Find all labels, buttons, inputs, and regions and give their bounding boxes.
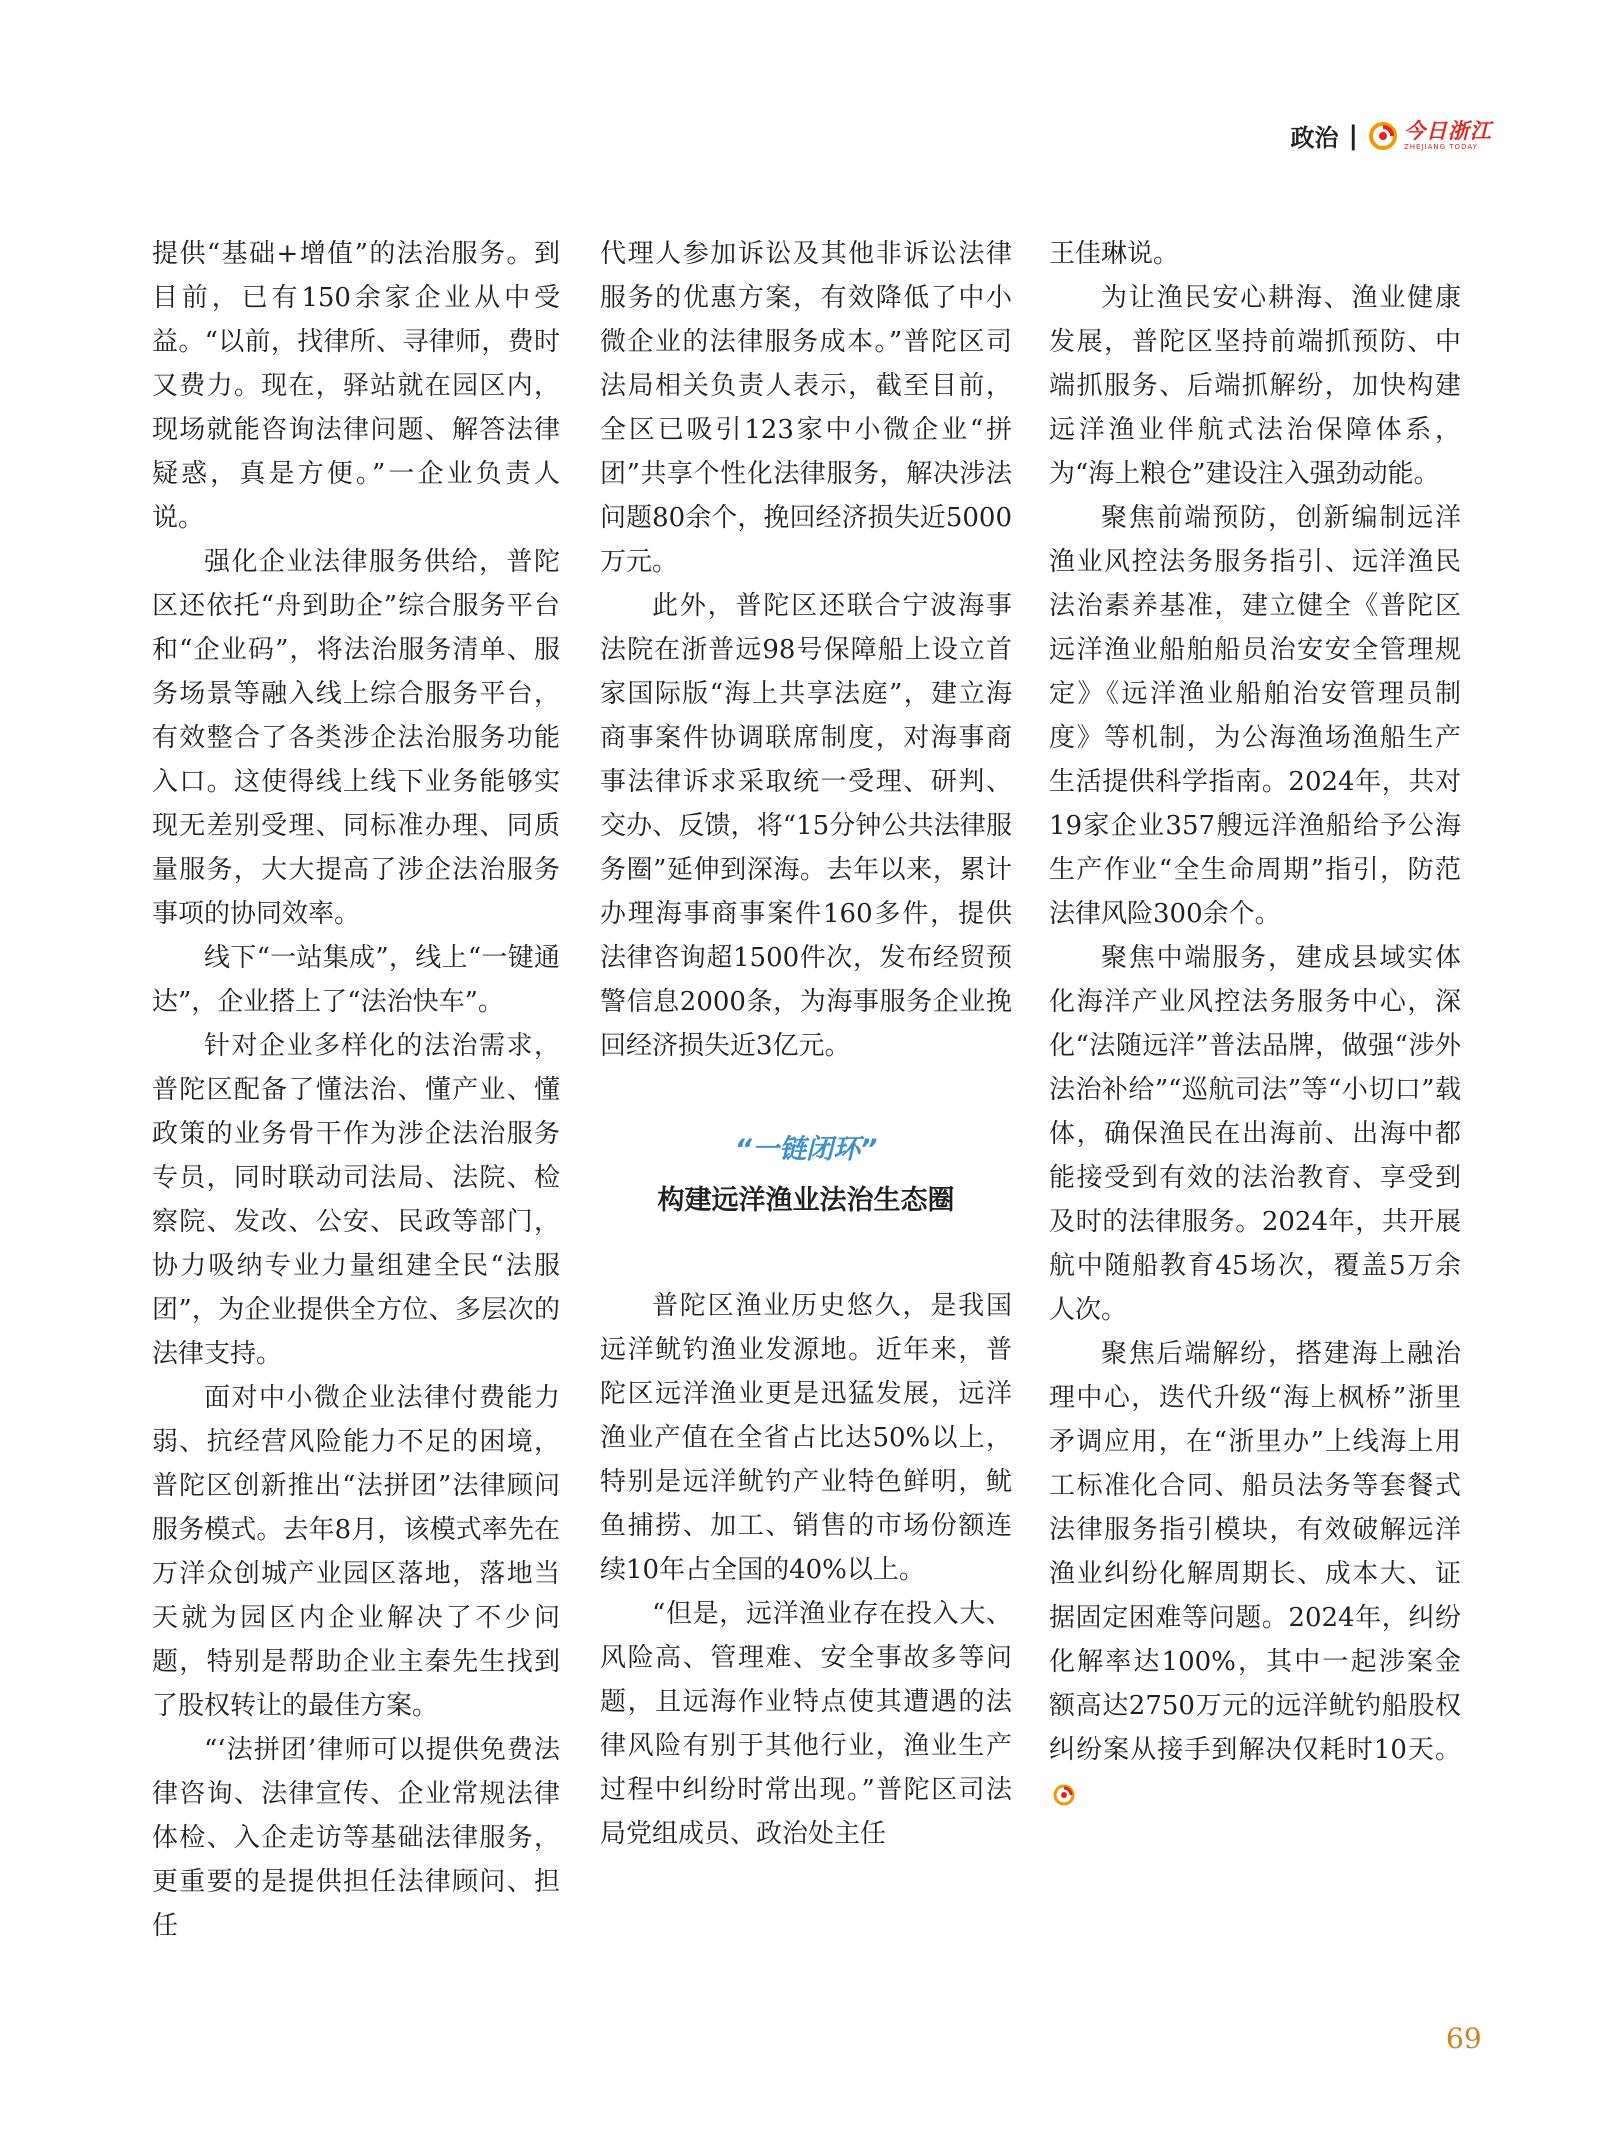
paragraph: 针对企业多样化的法治需求，普陀区配备了懂法治、懂产业、懂政策的业务骨干作为涉企法治服务专员，同时联动司法局、法院、检察院、发改、公安、民政等部门，协力吸纳专业力量组建全民“法服团”，为企业提供全方位、多层次的法律支持。 [152,1031,560,1369]
paragraph: 普陀区渔业历史悠久，是我国远洋鱿钓渔业发源地。近年来，普陀区远洋渔业更是迅猛发展，远洋渔业产值在全省占比达50%以上，特别是远洋鱿钓产业特色鲜明，鱿鱼捕捞、加工、销售的市场份额连续10年占全国的40%以上。 [600,1291,1012,1585]
article-column-3 [1049,232,1461,1816]
subheading-title: 构建远洋渔业法治生态圈 [657,1185,955,1216]
article-column-1 [152,232,560,1948]
paragraph: 代理人参加诉讼及其他非诉讼法律服务的优惠方案，有效降低了中小微企业的法律服务成本。”普陀区司法局相关负责人表示，截至目前，全区已吸引123家中小微企业“拼团”共享个性化法律服务，解决涉法问题80余个，挽回经济损失近5000万元。 [600,239,1012,577]
section-label: 政治 [1290,124,1339,152]
paragraph: 强化企业法律服务供给，普陀区还依托“舟到助企”综合服务平台和“企业码”，将法治服务清单、服务场景等融入线上综合服务平台，有效整合了各类涉企法治服务功能入口。这使得线上线下业务能够实现无差别受理、同标准办理、同质量服务，大大提高了涉企法治服务事项的协同效率。 [152,547,560,929]
paragraph: 王佳琳说。 [1049,239,1180,269]
paragraph: 线下“一站集成”，线上“一键通达”，企业搭上了“法治快车”。 [152,943,560,1017]
paragraph-text: 聚焦后端解纷，搭建海上融治理中心，迭代升级“海上枫桥”浙里矛调应用，在“浙里办”上线海上用工标准化合同、船员法务等套餐式法律服务指引模块，有效破解远洋渔业纠纷化解周期长、成本大、证据固定困难等问题。2024年，纠纷化解率达100%，其中一起涉案金额高达2750万元的远洋鱿钓船股权纠纷案从接手到解决仅耗时10天。 [1049,1339,1461,1765]
paragraph: “但是，远洋渔业存在投入大、风险高、管理难、安全事故多等问题，且远海作业特点使其遭遇的法律风险有别于其他行业，渔业生产过程中纠纷时常出现。”普陀区司法局党组成员、政治处主任 [600,1599,1012,1849]
end-mark-icon [1053,1784,1075,1806]
article-column-2 [600,232,1012,1856]
paragraph: 此外，普陀区还联合宁波海事法院在浙普远98号保障船上设立首家国际版“海上共享法庭”，建立海商事案件协调联席制度，对海事商事法律诉求采取统一受理、研判、交办、反馈，将“15分钟公共法律服务圈”延伸到深海。去年以来，累计办理海事商事案件160多件，提供法律咨询超1500件次，发布经贸预警信息2000条，为海事服务企业挽回经济损失近3亿元。 [600,591,1012,1061]
paragraph: 为让渔民安心耕海、渔业健康发展，普陀区坚持前端抓预防、中端抓服务、后端抓解纷，加快构建远洋渔业伴航式法治保障体系，为“海上粮仓”建设注入强劲动能。 [1049,283,1461,489]
paragraph: 聚焦前端预防，创新编制远洋渔业风控法务服务指引、远洋渔民法治素养基准，建立健全《普陀区远洋渔业船舶船员治安安全管理规定》《远洋渔业船舶治安管理员制度》等机制，为公海渔场渔船生产生活提供科学指南。2024年，共对19家企业357艘远洋渔船给予公海生产作业“全生命周期”指引，防范法律风险300余个。 [1049,503,1461,929]
paragraph: 面对中小微企业法律付费能力弱、抗经营风险能力不足的困境，普陀区创新推出“法拼团”法律顾问服务模式。去年8月，该模式率先在万洋众创城产业园区落地，落地当天就为园区内企业解决了不少问题，特别是帮助企业主秦先生找到了股权转让的最佳方案。 [152,1383,560,1721]
paragraph: 聚焦中端服务，建成县域实体化海洋产业风控法务服务中心，深化“法随远洋”普法品牌，做强“涉外法治补给”“巡航司法”等“小切口”载体，确保渔民在出海前、出海中都能接受到有效的法治教育、享受到及时的法律服务。2024年，共开展航中随船教育45场次，覆盖5万余人次。 [1049,943,1461,1325]
logo-english-text: ZHEJIANG TODAY [1404,142,1478,151]
header-separator: | [1348,120,1358,151]
subheading-kicker: “一链闭环” [734,1134,878,1165]
logo-chinese-text: 今日浙江 [1404,118,1492,143]
page-number: 69 [1446,2022,1482,2055]
logo-swirl-icon [1368,121,1398,151]
last-paragraph [1049,1332,1461,1816]
paragraph: 提供“基础+增值”的法治服务。到目前，已有150余家企业从中受益。“以前，找律所、寻律师，费时又费力。现在，驿站就在园区内，现场就能咨询法律问题、解答法律疑惑，真是方便。”一企业负责人说。 [152,239,560,533]
section-subheading [600,1130,1012,1224]
page-header [1291,118,1493,153]
paragraph: “‘法拼团’律师可以提供免费法律咨询、法律宣传、企业常规法律体检、入企走访等基础法律服务，更重要的是提供担任法律顾问、担任 [152,1735,560,1941]
magazine-logo [1368,118,1492,151]
